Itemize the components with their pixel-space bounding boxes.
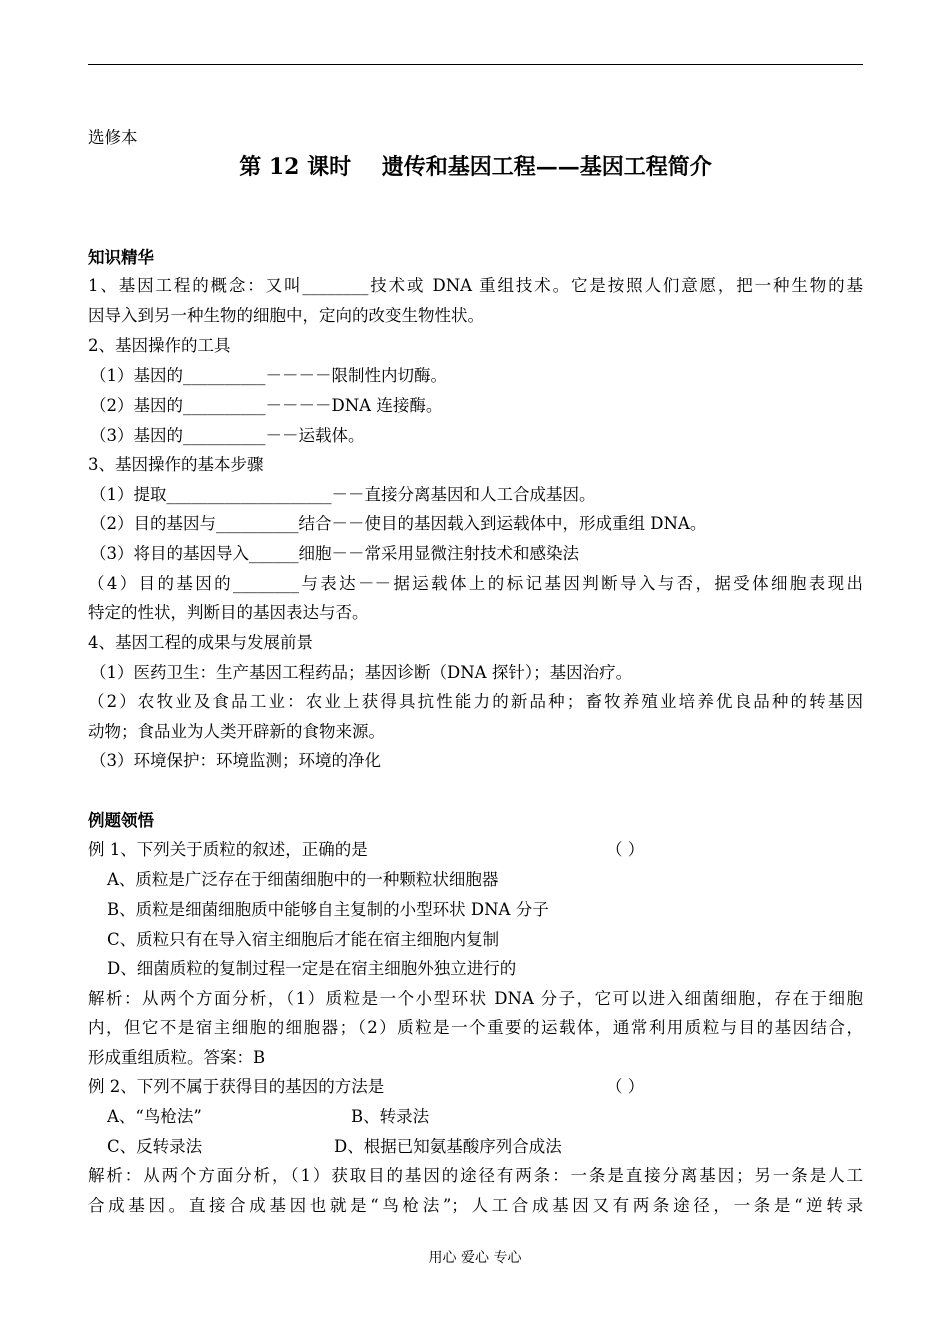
knowledge-line: 因导入到另一种生物的细胞中，定向的改变生物性状。 <box>88 306 484 325</box>
knowledge-line: （2）基因的__________－－－－DNA 连接酶。 <box>90 396 443 415</box>
example-2-option-a: A、“鸟枪法” <box>107 1107 202 1126</box>
example-2-question-text: 例 2、下列不属于获得目的基因的方法是 <box>88 1077 385 1096</box>
example-1-analysis: 解析：从两个方面分析，（1）质粒是一个小型环状 DNA 分子，它可以进入细菌细胞，存在于细胞 <box>88 989 863 1008</box>
example-1-option: A、质粒是广泛存在于细菌细胞中的一种颗粒状细胞器 <box>107 870 499 889</box>
example-1-option: D、细菌质粒的复制过程一定是在宿主细胞外独立进行的 <box>107 959 517 978</box>
knowledge-line: （1）基因的__________－－－－限制性内切酶。 <box>90 366 447 385</box>
example-2-analysis: 解析：从两个方面分析，（1）获取目的基因的途径有两条：一条是直接分离基因；另一条是人工 <box>88 1166 863 1185</box>
header-label: 选修本 <box>88 128 138 147</box>
example-2-question <box>88 1075 863 1099</box>
knowledge-line: 动物；食品业为人类开辟新的食物来源。 <box>88 722 385 741</box>
knowledge-line: （3）基因的__________－－运载体。 <box>90 426 365 445</box>
knowledge-line: 4、基因工程的成果与发展前景 <box>88 633 313 652</box>
example-2-analysis: 合成基因。直接合成基因也就是“鸟枪法”；人工合成基因又有两条途径，一条是“逆转录 <box>88 1196 863 1215</box>
example-1-question-text: 例 1、下列关于质粒的叙述，正确的是 <box>88 840 368 859</box>
knowledge-line: （3）环境保护：环境监测；环境的净化 <box>90 751 381 770</box>
example-2-option-b: B、转录法 <box>351 1107 430 1126</box>
knowledge-line: 1、基因工程的概念：又叫________技术或 DNA 重组技术。它是按照人们意愿，把一种生物的基 <box>88 276 863 295</box>
page-footer: 用心 爱心 专心 <box>428 1250 522 1266</box>
example-2-option-c: C、反转录法 <box>107 1137 203 1156</box>
knowledge-line: （4）目的基因的________与表达－－据运载体上的标记基因判断导入与否，据受体细胞表现出 <box>88 574 863 593</box>
example-2-option-d: D、根据已知氨基酸序列合成法 <box>334 1137 562 1156</box>
page-title: 第 12 课时 遗传和基因工程——基因工程简介 <box>239 154 712 180</box>
knowledge-line: 特定的性状，判断目的基因表达与否。 <box>88 603 369 622</box>
example-2-answer-blank: （ ） <box>606 1077 645 1096</box>
header-rule <box>88 64 863 65</box>
example-1-option: B、质粒是细菌细胞质中能够自主复制的小型环状 DNA 分子 <box>107 900 549 919</box>
knowledge-line: 2、基因操作的工具 <box>88 336 231 355</box>
example-1-analysis: 形成重组质粒。答案：B <box>88 1048 266 1067</box>
knowledge-line: （2）目的基因与__________结合－－使目的基因载入到运载体中，形成重组 DNA。 <box>90 514 707 533</box>
knowledge-line: （1）医药卫生：生产基因工程药品；基因诊断（DNA 探针）；基因治疗。 <box>90 663 633 682</box>
example-1-question <box>88 838 863 862</box>
knowledge-line: 3、基因操作的基本步骤 <box>88 455 264 474</box>
example-2-option-row <box>107 1105 882 1129</box>
knowledge-line: （1）提取____________________－－直接分离基因和人工合成基因。 <box>90 485 596 504</box>
example-1-analysis: 内，但它不是宿主细胞的细胞器；（2）质粒是一个重要的运载体，通常利用质粒与目的基因结合， <box>88 1018 863 1037</box>
example-1-answer-blank: （ ） <box>606 840 645 859</box>
example-1-option: C、质粒只有在导入宿主细胞后才能在宿主细胞内复制 <box>107 930 500 949</box>
knowledge-line: （3）将目的基因导入______细胞－－常采用显微注射技术和感染法 <box>90 544 579 563</box>
example-2-option-row <box>107 1135 882 1159</box>
section-heading-examples: 例题领悟 <box>88 811 154 830</box>
section-heading-knowledge: 知识精华 <box>88 248 154 267</box>
knowledge-line: （2）农牧业及食品工业：农业上获得具抗性能力的新品种；畜牧养殖业培养优良品种的转基因 <box>88 692 863 711</box>
